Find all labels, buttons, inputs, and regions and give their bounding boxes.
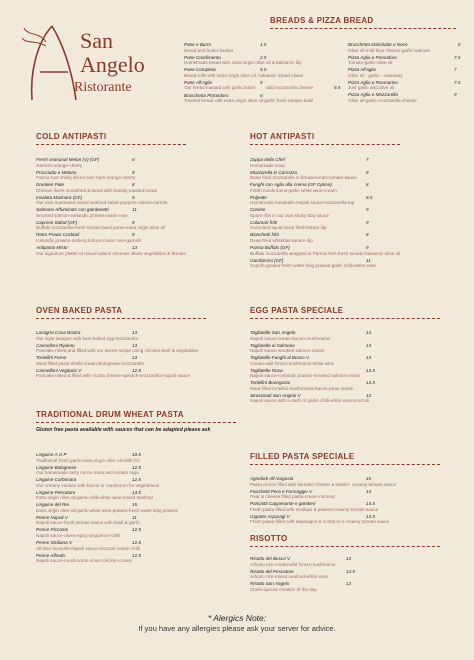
item-price: 6 <box>132 157 135 162</box>
item-price: 7.5 <box>454 54 461 60</box>
menu-item <box>250 581 450 592</box>
menu-item <box>36 490 236 501</box>
menu-item <box>36 207 226 218</box>
menu-item <box>250 489 460 500</box>
breads-left-list <box>184 42 344 105</box>
item-desc: Napoli sauce-Icelandic prawns-smoked salmon-cream <box>250 373 361 379</box>
item-desc: Our own marinated mixed seafood salad-peppers-onions-carrots <box>36 200 168 206</box>
menu-item <box>250 380 450 391</box>
item-price: 7 <box>454 67 457 73</box>
item-price: 13 <box>366 392 372 398</box>
menu-item <box>250 556 450 567</box>
item-name: Penne Alfredo <box>36 552 65 558</box>
item-name: Risotto del Bosco V <box>250 556 291 561</box>
menu-item <box>250 207 450 218</box>
menu-item <box>250 476 460 487</box>
item-name: Penne Napoli V <box>36 514 68 520</box>
menu-item <box>36 527 236 538</box>
risotto-list <box>250 556 450 594</box>
item-name: Parma Buffalo (GF) <box>250 245 290 251</box>
hot-title-text: HOT ANTIPASTI <box>250 132 315 141</box>
menu-item <box>250 195 450 206</box>
menu-item <box>36 368 236 379</box>
menu-item <box>36 182 226 193</box>
menu-item <box>250 368 450 379</box>
menu-item <box>348 42 466 53</box>
item-price: 15 <box>366 476 372 481</box>
item-desc: Napoli sauce-olives-spicy-pepperoni-chilli <box>36 533 121 539</box>
item-name: Mozzarella in Carrozza <box>250 169 297 175</box>
item-price: 13 <box>346 556 352 561</box>
item-price: 14.5 <box>346 568 355 574</box>
item-name: Tortellini Buongusto <box>250 380 291 386</box>
item-desc: Olive oil-garlic-mozzarella cheese <box>348 97 417 103</box>
menu-item <box>348 55 466 66</box>
item-name: Cannelloni Vegitario V <box>36 367 82 373</box>
item-desc: Buffalo mozzarella-fresh tomato-basil puree extra virgin olive oil <box>36 225 166 231</box>
section-oven-title <box>36 306 206 319</box>
item-name: Risotto San Angelo <box>250 581 290 587</box>
item-price: 11 <box>366 257 371 263</box>
item-name: Pizza All'aglio <box>348 67 377 73</box>
item-price: 14 <box>366 488 372 494</box>
item-desc: Meat filled pasta shells-cream-Bolognese-mozzarella <box>36 360 144 366</box>
item-name: Pane Condimento <box>184 54 221 60</box>
item-name: Tortellini Forno <box>36 355 67 361</box>
item-name: Risotto del Pescatore <box>250 568 294 574</box>
item-price: 13 <box>132 342 138 348</box>
menu-item <box>250 258 450 269</box>
item-name: Linguine Bolognese <box>36 464 77 470</box>
section-divider <box>250 464 440 465</box>
drum-list <box>36 452 236 565</box>
oven-title-text: OVEN BAKED PASTA <box>36 306 123 315</box>
item-desc: Icelandic prawns-iceberg lettuce-marie rose-garnish <box>36 238 142 244</box>
item-price: 14.5 <box>132 489 141 495</box>
item-name: Penne Siciliana V <box>36 540 73 546</box>
item-desc: Our homemade tasty mince meat and tomato ragu <box>36 470 139 476</box>
menu-item <box>36 515 236 526</box>
item-name: Lasagna Casa Nostra <box>36 330 81 335</box>
item-name: Tagliatelle San Angelo <box>250 330 296 335</box>
item-desc: Tomato-garlic-olive oil <box>348 60 393 66</box>
menu-item <box>36 540 236 551</box>
item-name: Gamberoni (GF) <box>250 257 284 263</box>
item-price: 12.5 <box>132 527 141 533</box>
item-name: Linguine Carbonara <box>36 477 77 483</box>
egg-list <box>250 330 450 405</box>
menu-item <box>36 232 226 243</box>
item-price: 1.5 <box>260 42 267 47</box>
menu-item <box>250 393 450 404</box>
item-extra-desc: add mozzarella cheese <box>266 85 314 91</box>
section-cold-title <box>36 132 186 145</box>
item-name: Linguine del Rei <box>36 502 69 508</box>
menu-item <box>184 42 344 53</box>
item-price: 9 <box>366 219 369 225</box>
menu-item <box>36 452 236 463</box>
item-name: Linguine Pescatore <box>36 489 76 495</box>
breads-right-list <box>348 42 466 105</box>
menu-item <box>184 67 344 78</box>
item-price: 9 <box>454 92 457 98</box>
menu-item <box>250 514 460 525</box>
item-name: Pane All'Aglio <box>184 79 213 85</box>
risotto-title-text: RISOTTO <box>250 534 288 543</box>
item-desc: Spare ribs in our own sticky bbq sauce <box>250 212 329 218</box>
menu-item <box>36 157 226 168</box>
item-desc: Smoked salmon-Icelandic prawns-marie rose <box>36 212 128 218</box>
item-desc: Succulent squid-deep fried-tartare dip <box>250 225 327 231</box>
item-name: Pizza Aglio e Rosmarino <box>348 79 398 85</box>
item-desc: All time favourite Napoli sauce-broccoli-cream-chilli <box>36 545 140 551</box>
menu-item <box>250 157 450 168</box>
item-name: Salmone Affumicato con gamberetti <box>36 207 109 213</box>
section-risotto-title <box>250 534 440 547</box>
menu-item <box>250 343 450 354</box>
item-desc: Olive oil-mild blue cheese-garlic-walnuts <box>348 47 430 53</box>
item-desc: Chefs special creation of the day <box>250 586 317 592</box>
item-name: Penne Piccante <box>36 527 69 533</box>
item-name: Funghi con Aglio alla crema (GF Option) <box>250 182 332 188</box>
menu-item <box>36 170 226 181</box>
menu-item <box>250 182 450 193</box>
menu-item <box>184 55 344 66</box>
item-price: 12.5 <box>132 552 141 558</box>
item-desc: Our creamy version with bacon or mushroom for vegetarians <box>36 482 160 488</box>
item-price: 13.5 <box>366 513 375 519</box>
breads-title-text: BREADS & PIZZA BREAD <box>270 16 374 25</box>
item-price: 13 <box>366 355 372 361</box>
section-filled-title <box>250 452 440 465</box>
menu-item <box>36 343 236 354</box>
menu-item <box>250 330 450 341</box>
cold-list <box>36 157 226 258</box>
item-price: 14.5 <box>366 501 375 507</box>
item-extra-price: 5.5 <box>334 85 341 91</box>
item-price: 13 <box>132 330 138 335</box>
item-price: 9 <box>132 169 135 175</box>
item-name: Fresh seasonal Melon (V) (GF) <box>36 157 100 162</box>
brand-subtitle: Ristorante <box>74 80 132 95</box>
item-name: Fiocchetti Pera e Formaggio V <box>250 488 313 494</box>
item-price: 13 <box>132 355 138 361</box>
section-divider <box>270 28 456 29</box>
item-desc: Just garlic and olive oil <box>348 85 395 91</box>
item-desc: Bread and butter basket <box>184 47 234 53</box>
section-divider <box>36 144 186 145</box>
item-name: Strascinati San Angelo V <box>250 392 301 398</box>
menu-item <box>250 569 450 580</box>
section-divider <box>250 318 440 319</box>
section-hot-title <box>250 132 400 145</box>
item-name: Calamari fritti <box>250 219 278 225</box>
item-name: Tagliatelle al Salmone <box>250 342 295 348</box>
item-price: 8 <box>366 169 369 175</box>
menu-item <box>250 170 450 181</box>
drum-title-text: TRADITIONAL DRUM WHEAT PASTA <box>36 410 184 419</box>
item-name: Bianchetti fritti <box>250 232 279 238</box>
item-desc: Toasted bread with extra virgin olive oil-garlic fresh tomato-basil <box>184 98 314 104</box>
item-desc: Napoli sauce-cream-bacon-mushrooms <box>250 335 331 341</box>
allergy-note-text: If you have any allergies please ask your server for advice. <box>138 624 336 633</box>
item-desc: Pancake rolled & filled with ricotta cheese-spinach-mozzarella-Napoli sauce <box>36 373 190 379</box>
item-desc: Pancake rolled and filled with our secret recipe using chicken-beef & vegetables <box>36 348 199 354</box>
menu-item <box>184 93 344 104</box>
item-desc: Parma ham thinly sliced over ham-orange-cherry <box>36 175 136 181</box>
filled-title-text: FILLED PASTA SPECIALE <box>250 452 355 461</box>
item-price: 6 <box>260 92 263 98</box>
item-price: 9 <box>132 194 135 200</box>
item-desc: Garnish-orange-cherry <box>36 162 83 168</box>
item-price: 12.5 <box>132 367 141 373</box>
menu-item <box>36 245 226 256</box>
item-name: Agnolotti All'Aragosta <box>250 476 294 481</box>
item-price: 9 <box>132 232 135 238</box>
menu-item <box>36 477 236 488</box>
item-name: Tagliatelle Rosa <box>250 367 283 373</box>
menu-item <box>250 501 460 512</box>
cold-title-text: COLD ANTIPASTI <box>36 132 107 141</box>
item-name: Pizza Aglio e Pomodoro <box>348 54 397 60</box>
brand-name-line1: San <box>80 28 113 53</box>
item-desc: Homemade soup <box>250 162 285 168</box>
item-name: Costine <box>250 207 266 213</box>
item-price: 13.5 <box>366 367 375 373</box>
item-desc: Homemade bread with extra virgin olive oil & balsamic dip <box>184 60 302 66</box>
item-name: Panciotti Cappesante e gamberi <box>250 501 316 507</box>
menu-item <box>36 220 226 231</box>
item-price: 12.5 <box>132 464 141 470</box>
brand-name-line2: Angelo <box>80 52 145 77</box>
item-price: 5 <box>260 79 263 85</box>
item-name: Bruschetta Pomodoro <box>184 92 229 98</box>
item-desc: Superb graded fresh water king prawns-garlic chilli-white wine <box>250 263 376 269</box>
item-name: Pizza Aglio e Mozzarella <box>348 92 398 98</box>
item-name: Gigante Asparagi V <box>250 513 290 519</box>
menu-item <box>184 80 344 91</box>
item-price: 12.5 <box>132 540 141 546</box>
item-name: Pane e Burro <box>184 42 212 47</box>
hot-list <box>250 157 450 270</box>
item-price: 9 <box>366 207 369 213</box>
item-name: Linguine A O P <box>36 452 67 457</box>
menu-item <box>36 330 236 341</box>
item-desc: Arborio rice-cream-wild forest mushrooms <box>250 561 336 567</box>
item-desc: Our bread toasted with garlic butter <box>184 85 256 91</box>
section-divider <box>250 144 400 145</box>
item-price: 11 <box>132 514 137 520</box>
item-desc: Traditional fresh garlic-extra virgin olive oil-chilli (V) <box>36 457 140 463</box>
item-price: 8 <box>366 232 369 238</box>
item-desc: Extra virgin olive oil-garlic-white wine-prawns-fresh-water king prawns <box>36 507 178 513</box>
item-desc: Napoli sauce-fresh tomato sauce with basil & garlic <box>36 520 140 526</box>
menu-item <box>250 220 450 231</box>
item-price: 13 <box>132 245 138 251</box>
allergy-note-title: * Alergics Note: <box>207 613 267 623</box>
item-price: 12.5 <box>132 477 141 483</box>
item-price: 13 <box>366 342 372 348</box>
item-desc: Chicken livers smoothed & laced with brandy-toasted bread <box>36 187 158 193</box>
item-desc: Bread rolls with extra virgin olive oil, balsamic mixed olives <box>184 72 303 78</box>
item-desc: Napoli sauce-smoked salmon-cream <box>250 348 325 354</box>
item-desc: Olive oil - garlic - rosemary <box>348 72 403 78</box>
item-price: 7 <box>366 157 369 162</box>
item-price: 7.5 <box>454 79 461 85</box>
oven-list <box>36 330 236 380</box>
item-desc: Deep fried whitebait-tartare dip <box>250 238 313 244</box>
item-price: 8.5 <box>366 194 373 200</box>
item-price: 9 <box>132 219 135 225</box>
menu-item <box>36 195 226 206</box>
gluten-free-note: Gluten free pasta available with sauces that can be adapted please ask <box>36 427 211 433</box>
item-name: Polpette <box>250 194 267 200</box>
item-price: 6 <box>458 42 461 47</box>
menu-item <box>348 92 466 103</box>
item-name: Drunken Pate <box>36 182 65 188</box>
section-divider <box>250 546 440 547</box>
item-price: 13.5 <box>366 380 375 386</box>
item-desc: Fresh pasta filled with scallops & prawns-creamy tomato sauce <box>250 506 379 512</box>
item-price: 13 <box>346 581 352 587</box>
menu-item <box>250 355 450 366</box>
section-divider <box>36 422 236 423</box>
item-price: 8 <box>366 182 369 188</box>
item-desc: Fresh pasta filled with asparagus & ricotta in a creamy tomato sauce <box>250 519 390 525</box>
item-desc: Deep fried mozzarella in breadcrumbs-tomato sauce <box>250 175 357 181</box>
item-price: 8 <box>132 182 135 188</box>
item-name: Prosciutto e Melone <box>36 169 77 175</box>
item-desc: Buffalo mozzarella wrapped in Parma ham-fresh tomato-balsamic-olive oil <box>250 250 401 256</box>
menu-item <box>36 355 236 366</box>
menu-item <box>348 67 466 78</box>
item-name: Tagliatelle Funghi al Bosco V <box>250 355 310 361</box>
egg-title-text: EGG PASTA SPECIALE <box>250 306 344 315</box>
item-name: Cannelloni Ripieno <box>36 342 75 348</box>
item-price: 15 <box>132 502 138 508</box>
item-desc: Meat filled tortellini-mushrooms-bacon-peas-cream <box>250 385 354 391</box>
item-desc: Homemade meatballs-Napoli sauce-mozzarella-top <box>250 200 355 206</box>
item-price: 9 <box>366 245 369 251</box>
item-desc: Pasta circles filled with blended cheese & lobster- creamy tomato sauce <box>250 481 397 487</box>
item-desc: Arborio rice-mixed seafood-white wine <box>250 574 328 580</box>
item-desc: Cream-wild forest mushrooms-white wine <box>250 360 335 366</box>
item-name: Antipasto Misto <box>36 245 68 251</box>
menu-item <box>36 502 236 513</box>
item-name: Bruschetta Dolcelatte e Noce <box>348 42 408 47</box>
menu-item <box>36 553 236 564</box>
item-price: 13 <box>366 330 372 335</box>
item-desc: Napoli sauce-mushrooms-onion-chicken-cream <box>36 558 133 564</box>
item-desc: Our signature platter of mixed salami cheeses olives vegetables & breads <box>36 250 186 256</box>
item-price: 10.5 <box>132 452 141 457</box>
item-price: 2.5 <box>260 54 267 60</box>
logo <box>22 24 172 104</box>
item-desc: Fresh mushrooms-garlic-white wine-cream <box>250 187 337 193</box>
section-breads-title <box>270 16 456 29</box>
item-name: Retro Prawn Cocktail <box>36 232 80 238</box>
menu-item <box>36 465 236 476</box>
item-name: Zuppa della Chef <box>250 157 285 162</box>
item-name: Caprese Salad (GF) <box>36 219 78 225</box>
item-desc: Pear & cheese filled pasta-cream-nutmeg <box>250 494 335 500</box>
item-desc: Our style lasagne with ham-boiled egg-mozzarella <box>36 335 138 341</box>
item-name: Pane Completa <box>184 67 216 73</box>
item-price: 11 <box>132 207 137 213</box>
section-divider <box>36 318 206 319</box>
menu-item <box>250 232 450 243</box>
item-price: 5.5 <box>260 67 267 73</box>
item-name: Insalata Marinara (GF) <box>36 194 83 200</box>
section-egg-title <box>250 306 440 319</box>
filled-list <box>250 476 460 526</box>
item-desc: Napoli sauce with a dash of garlic-chilli-white wine-broccoli <box>250 398 370 404</box>
section-drum-title <box>36 410 236 423</box>
item-desc: Extra virgin olive oil-garlic-chilli-white wine-mixed seafood <box>36 495 153 501</box>
menu-item <box>348 80 466 91</box>
menu-item <box>250 245 450 256</box>
